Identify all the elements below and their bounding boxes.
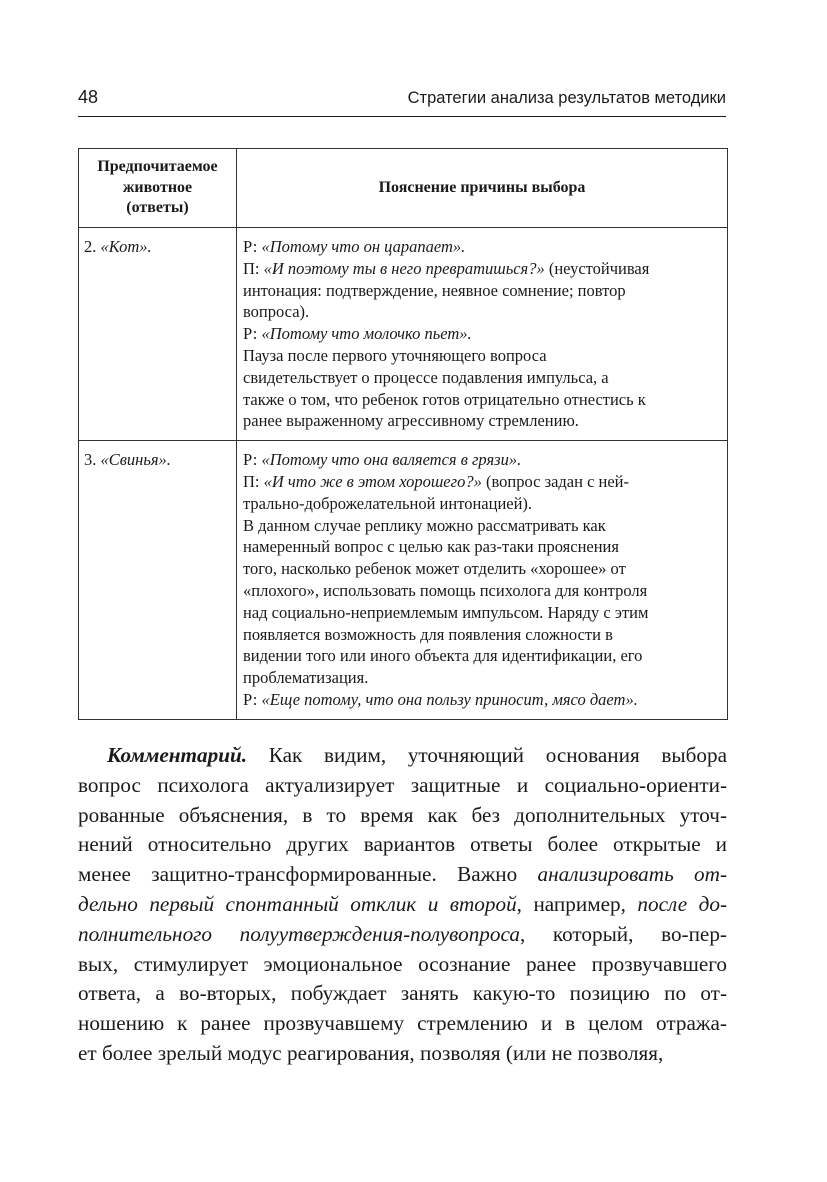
text-segment: трально-доброжелательной интонацией). [243,493,533,513]
header-line: животное [122,178,193,196]
text-line [243,301,721,323]
header-line: (ответы) [126,199,189,217]
text-segment: намеренный вопрос с целью как раз-таки прояснения [243,537,619,557]
text-segment: менее защитно-трансформированные. Важно [78,862,538,887]
text-line [243,471,721,493]
text-segment: Пауза после первого уточняющего вопроса [243,345,547,365]
text-line [243,689,721,711]
text-segment: Р: [243,450,262,470]
text-segment: ет более зрелый модус реагирования, позволяя (или не позволяя, [78,1040,664,1065]
text-line [243,345,721,367]
text-segment: видении того или иного объекта для идентификации, его [243,646,643,666]
text-segment: (неустойчивая [544,258,650,278]
answers-table [78,148,728,720]
header-preferred-animal [79,149,237,228]
text-segment: П: [243,471,264,491]
explanation-cell [237,441,728,720]
text-line [243,449,721,471]
text-line [78,801,727,831]
answer-text: «Свинья». [100,450,171,470]
commentary-paragraph [78,741,727,1069]
text-line [78,1009,727,1039]
text-line [78,890,727,920]
text-segment: вых, стимулирует эмоциональное осознание ранее прозвучавшего [78,951,727,976]
text-segment: интонация: подтверждение, неявное сомнение; повтор [243,280,626,300]
text-segment: «Потому что он царапает». [261,237,466,256]
table-row [79,441,728,720]
text-line [243,258,721,280]
table-header-row [79,149,728,228]
text-segment: над социально-неприемлемым импульсом. Наряду с этим [243,602,649,622]
text-segment: ответа, а во-вторых, побуждает занять какую-то позицию по от- [78,981,727,1006]
text-line [243,367,721,389]
answer-number: 3. [84,450,101,470]
text-line [78,860,727,890]
text-line [243,602,721,624]
text-segment: , например, [516,891,638,916]
text-segment: проблематизация. [243,668,369,688]
commentary-label: Комментарий. [107,743,248,767]
text-line [243,515,721,537]
text-segment: «Потому что она валяется в грязи». [261,450,522,470]
text-line [78,1039,727,1069]
running-title: Стратегии анализа результатов методики [407,89,726,107]
text-line [243,323,721,345]
text-segment: свидетельствует о процессе подавления импульса, а [243,367,609,387]
page-number: 48 [78,87,99,107]
text-segment: П: [243,258,264,278]
text-segment: Как видим, уточняющий основания выбора [247,743,727,767]
text-segment: появляется возможность для появления сложности в [243,624,613,644]
text-line [243,236,721,258]
header-explanation: Пояснение причины выбора [237,149,728,228]
text-line [243,580,721,602]
text-segment: ношению к ранее прозвучавшему стремлению и в целом отража- [78,1011,727,1036]
text-segment: «И что же в этом хорошего?» [263,471,482,491]
answer-cell [79,228,237,441]
table-row [79,228,728,441]
header-line: Предпочитаемое [97,158,218,176]
text-line [78,979,727,1009]
running-header [78,86,726,117]
text-segment: анализировать от- [537,862,727,887]
text-segment: рованные объяснения, в то время как без дополнительных уточ- [78,802,727,827]
text-segment: ранее выраженному агрессивному стремлению. [243,411,579,431]
text-line [78,950,727,980]
text-segment: «Еще потому, что она пользу приносит, мясо дает». [261,689,638,709]
text-segment: дельно первый спонтанный отклик и второй [78,891,517,916]
text-segment: того, насколько ребенок может отделить «хорошее» от [243,559,626,579]
text-line [243,410,721,432]
text-segment: нений относительно других вариантов ответы более открытые и [78,832,727,857]
explanation-cell [237,228,728,441]
text-segment: вопроса). [243,302,310,322]
text-line [243,624,721,646]
text-line [243,280,721,302]
text-line [78,920,727,950]
text-segment: вопрос психолога актуализирует защитные и социально-ориенти- [78,772,727,797]
text-segment: «И поэтому ты в него превратишься?» [263,258,545,278]
text-line [78,741,727,771]
text-line [243,389,721,411]
text-segment: В данном случае реплику можно рассматривать как [243,515,606,535]
text-segment: Р: [243,324,262,344]
text-line [243,645,721,667]
text-segment: Р: [243,237,262,256]
answer-number: 2. [84,237,101,256]
answer-text: «Кот». [100,237,152,256]
text-segment: , который, во-пер- [519,921,727,946]
text-line [243,493,721,515]
text-line [243,536,721,558]
text-segment: Р: [243,689,262,709]
text-segment: после до- [637,891,728,916]
text-segment: «Потому что молочко пьет». [261,324,472,344]
text-segment: также о том, что ребенок готов отрицательно отнестись к [243,389,646,409]
text-segment: полнительного полуутверждения-полувопроса [78,921,520,946]
text-line [78,771,727,801]
text-line [78,830,727,860]
text-line [243,558,721,580]
text-line [243,667,721,689]
text-segment: «плохого», использовать помощь психолога для контроля [243,580,648,600]
text-segment: (вопрос задан с ней- [481,471,630,491]
answer-cell [79,441,237,720]
